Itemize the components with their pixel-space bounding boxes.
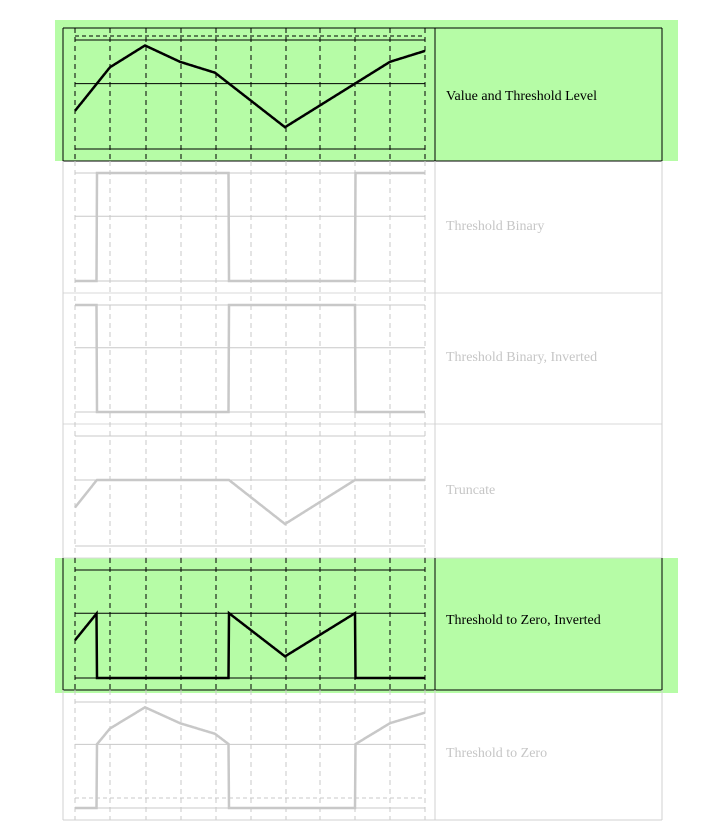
- waveform-tozero_inv: [75, 613, 425, 678]
- row-label-binary: Threshold Binary: [446, 219, 545, 234]
- waveform-binary: [75, 173, 425, 281]
- row-label-tozero-inv: Threshold to Zero, Inverted: [446, 613, 601, 628]
- row-label-binary-inv: Threshold Binary, Inverted: [446, 350, 598, 365]
- waveform-tozero: [75, 707, 425, 808]
- waveform-value: [75, 46, 425, 128]
- row-label-truncate: Truncate: [446, 483, 496, 498]
- waveform-binary_inv: [75, 305, 425, 412]
- waveform-trunc: [75, 480, 425, 524]
- row-label-tozero: Threshold to Zero: [446, 746, 548, 761]
- row-label-value: Value and Threshold Level: [446, 89, 597, 104]
